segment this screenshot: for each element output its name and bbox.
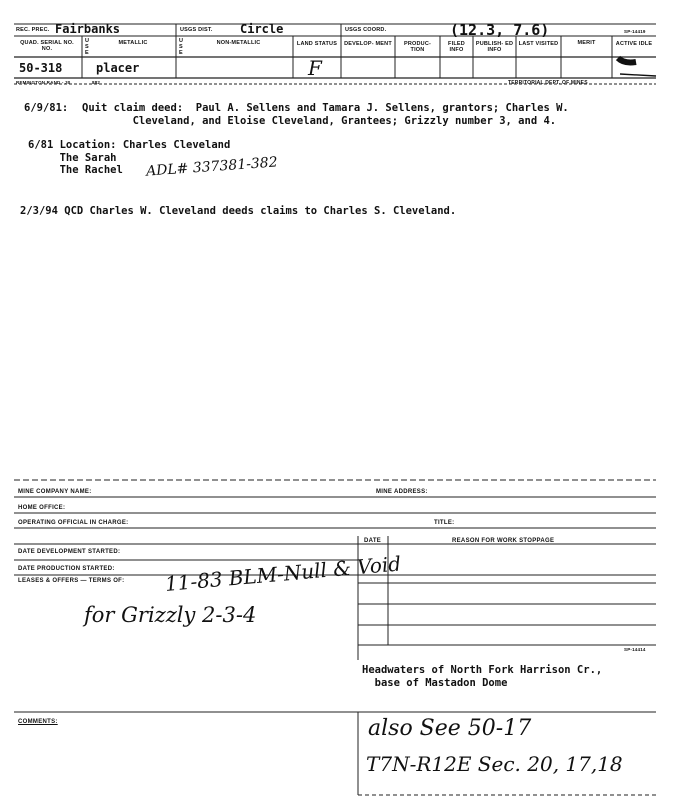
usgs-coord-value: (12.3, 7.6) (450, 21, 550, 39)
entry-date-1: 6/9/81: (24, 102, 69, 114)
form-code: 882 (92, 80, 101, 85)
operating-official-label: OPERATING OFFICIAL IN CHARGE: (18, 520, 129, 526)
comments-label: COMMENTS: (18, 719, 58, 725)
form-id-top: SP-14419 (624, 29, 646, 34)
active-idle-label: ACTIVE IDLE (615, 41, 653, 47)
home-office-label: HOME OFFICE: (18, 505, 66, 511)
territorial-dept-label: TERRITORIAL DEPT. OF MINES (508, 80, 588, 86)
filed-info-label: FILED INFO (448, 41, 465, 53)
published-info-label: PUBLISH- ED INFO (475, 41, 514, 53)
rec-prec-label: REC. PREC. (16, 27, 50, 33)
date-column-label: DATE (364, 538, 382, 544)
land-status-value: F (308, 56, 322, 80)
usgs-dist-value: Circle (240, 22, 284, 36)
production-label: PRODUC- TION (403, 41, 432, 53)
entry-adl-handwritten: ADL# 337381-382 (145, 154, 279, 180)
leases-label: LEASES & OFFERS — TERMS OF: (18, 578, 125, 584)
date-production-label: DATE PRODUCTION STARTED: (18, 566, 115, 572)
last-visited-label: LAST VISITED (518, 41, 559, 47)
metallic-label: METALLIC (118, 40, 148, 46)
merit-label: MERIT (577, 40, 596, 46)
development-label: DEVELOP- MENT (344, 41, 392, 47)
date-development-label: DATE DEVELOPMENT STARTED: (18, 549, 121, 555)
leases-handwritten-2: for Grizzly 2-3-4 (84, 603, 257, 627)
entry-location: 6/81 Location: Charles Cleveland The Sarah The Rachel (28, 139, 231, 176)
usgs-coord-label: USGS COORD. (345, 27, 387, 33)
land-status-label: LAND STATUS (296, 41, 338, 47)
leases-handwritten-1: 11-83 BLM-Null & Void (163, 551, 402, 596)
entry-quit-claim-deed: Quit claim deed: Paul A. Sellens and Tamara J. Sellens, grantors; Charles W. Cleveland, and Eloise Cleveland, Grantees; Grizzly number 3, and 4. (82, 102, 569, 127)
metallic-value: placer (96, 61, 140, 75)
entry-qcd: 2/3/94 QCD Charles W. Cleveland deeds claims to Charles S. Cleveland. (20, 205, 457, 217)
serial-value: 50-318 (19, 61, 63, 75)
use-label-2: U S E (179, 38, 184, 56)
comments-handwritten-1: also See 50-17 (368, 716, 532, 741)
title-label: TITLE: (434, 520, 455, 526)
use-label-1: U S E (85, 38, 90, 56)
usgs-dist-label: USGS DIST. (180, 27, 213, 33)
non-metallic-label: NON-METALLIC (216, 40, 261, 46)
location-note: Headwaters of North Fork Harrison Cr., base of Mastadon Dome (362, 664, 603, 689)
mine-company-name-label: MINE COMPANY NAME: (18, 489, 92, 495)
rec-prec-value: Fairbanks (55, 22, 121, 36)
comments-handwritten-2: T7N-R12E Sec. 20, 17,18 (366, 752, 623, 776)
reason-column-label: REASON FOR WORK STOPPAGE (452, 538, 555, 544)
form-id-bottom: SP-14414 (624, 647, 646, 652)
mine-address-label: MINE ADDRESS: (376, 489, 428, 495)
remington-rand-label: REMINGTON RAND - 30 (16, 80, 71, 85)
quad-serial-label: QUAD. SERIAL NO. NO. (20, 40, 74, 52)
